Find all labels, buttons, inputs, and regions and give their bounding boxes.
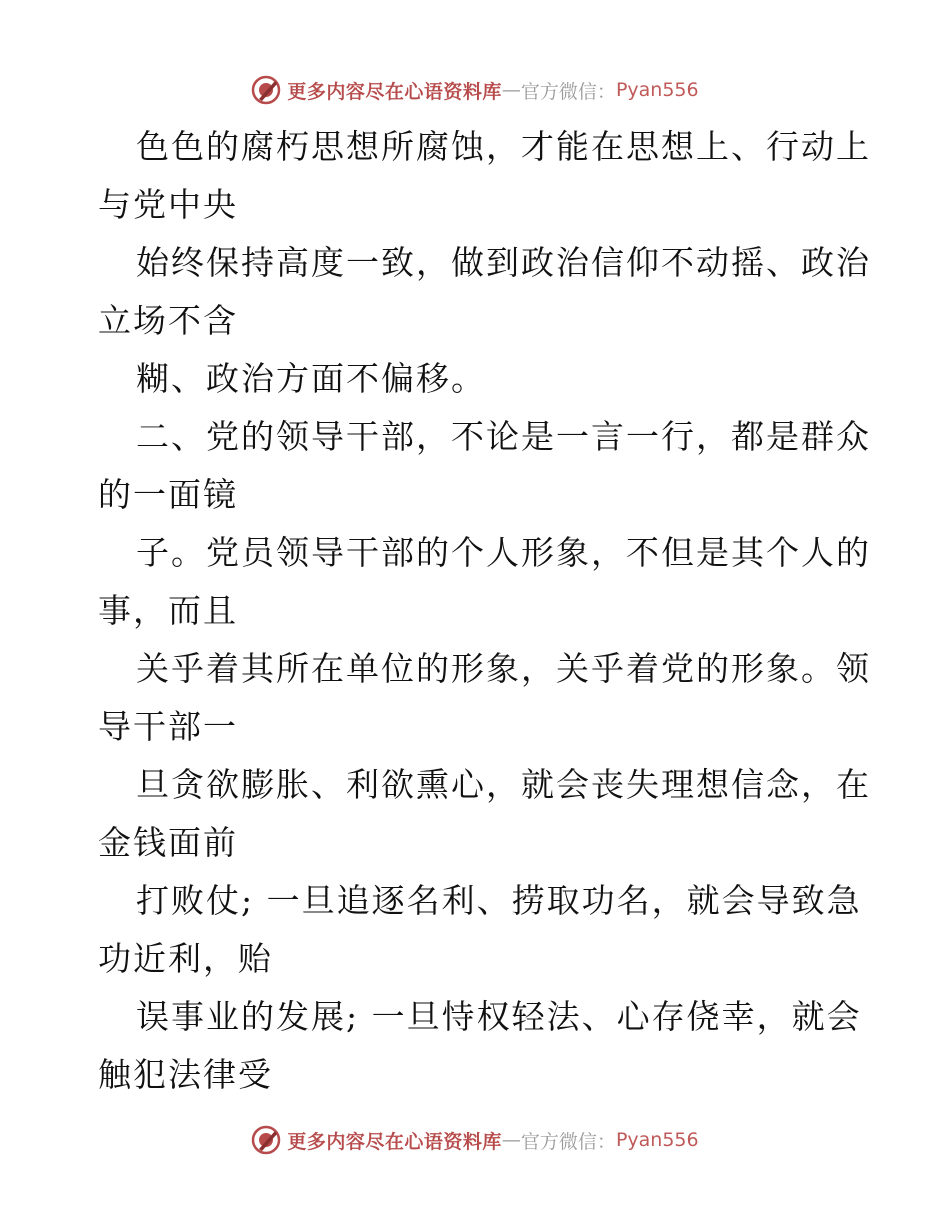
header-brand-text: 更多内容尽在心语资料库 xyxy=(287,80,502,103)
text-line: 关乎着其所在单位的形象，关乎着党的形象。领 xyxy=(136,649,871,688)
footer-separator: — xyxy=(501,1129,521,1151)
text-line: 导干部一 xyxy=(98,707,238,746)
header-separator: — xyxy=(501,79,521,101)
text-line: 事，而且 xyxy=(98,591,238,630)
pen-logo-icon xyxy=(251,75,281,105)
text-line: 色色的腐朽思想所腐蚀，才能在思想上、行动上 xyxy=(136,127,871,166)
footer-banner xyxy=(0,1120,950,1160)
footer-wechat-id: Pyan556 xyxy=(615,1129,699,1151)
pen-logo-icon xyxy=(251,1125,281,1155)
text-line: 功近利，贻 xyxy=(98,939,273,978)
text-line: 立场不含 xyxy=(98,301,238,340)
footer-wechat-label: 官方微信： xyxy=(520,1130,616,1153)
text-line: 糊、政治方面不偏移。 xyxy=(136,359,486,398)
text-line: 旦贪欲膨胀、利欲熏心，就会丧失理想信念，在 xyxy=(136,765,871,804)
text-line: 打败仗; 一旦追逐名利、捞取功名，就会导致急 xyxy=(136,881,862,920)
text-line: 金钱面前 xyxy=(98,823,238,862)
header-wechat-id: Pyan556 xyxy=(615,79,699,101)
text-line: 的一面镜 xyxy=(98,475,238,514)
document-body xyxy=(98,118,871,1104)
header-banner xyxy=(0,70,950,110)
text-line: 二、党的领导干部，不论是一言一行，都是群众 xyxy=(136,417,871,456)
text-line: 与党中央 xyxy=(98,185,238,224)
header-wechat-label: 官方微信： xyxy=(520,80,616,103)
text-line: 子。党员领导干部的个人形象，不但是其个人的 xyxy=(136,533,871,572)
text-line: 触犯法律受 xyxy=(98,1055,273,1094)
footer-brand-text: 更多内容尽在心语资料库 xyxy=(287,1130,502,1153)
text-line: 误事业的发展; 一旦恃权轻法、心存侥幸，就会 xyxy=(136,997,862,1036)
text-line: 始终保持高度一致，做到政治信仰不动摇、政治 xyxy=(136,243,871,282)
